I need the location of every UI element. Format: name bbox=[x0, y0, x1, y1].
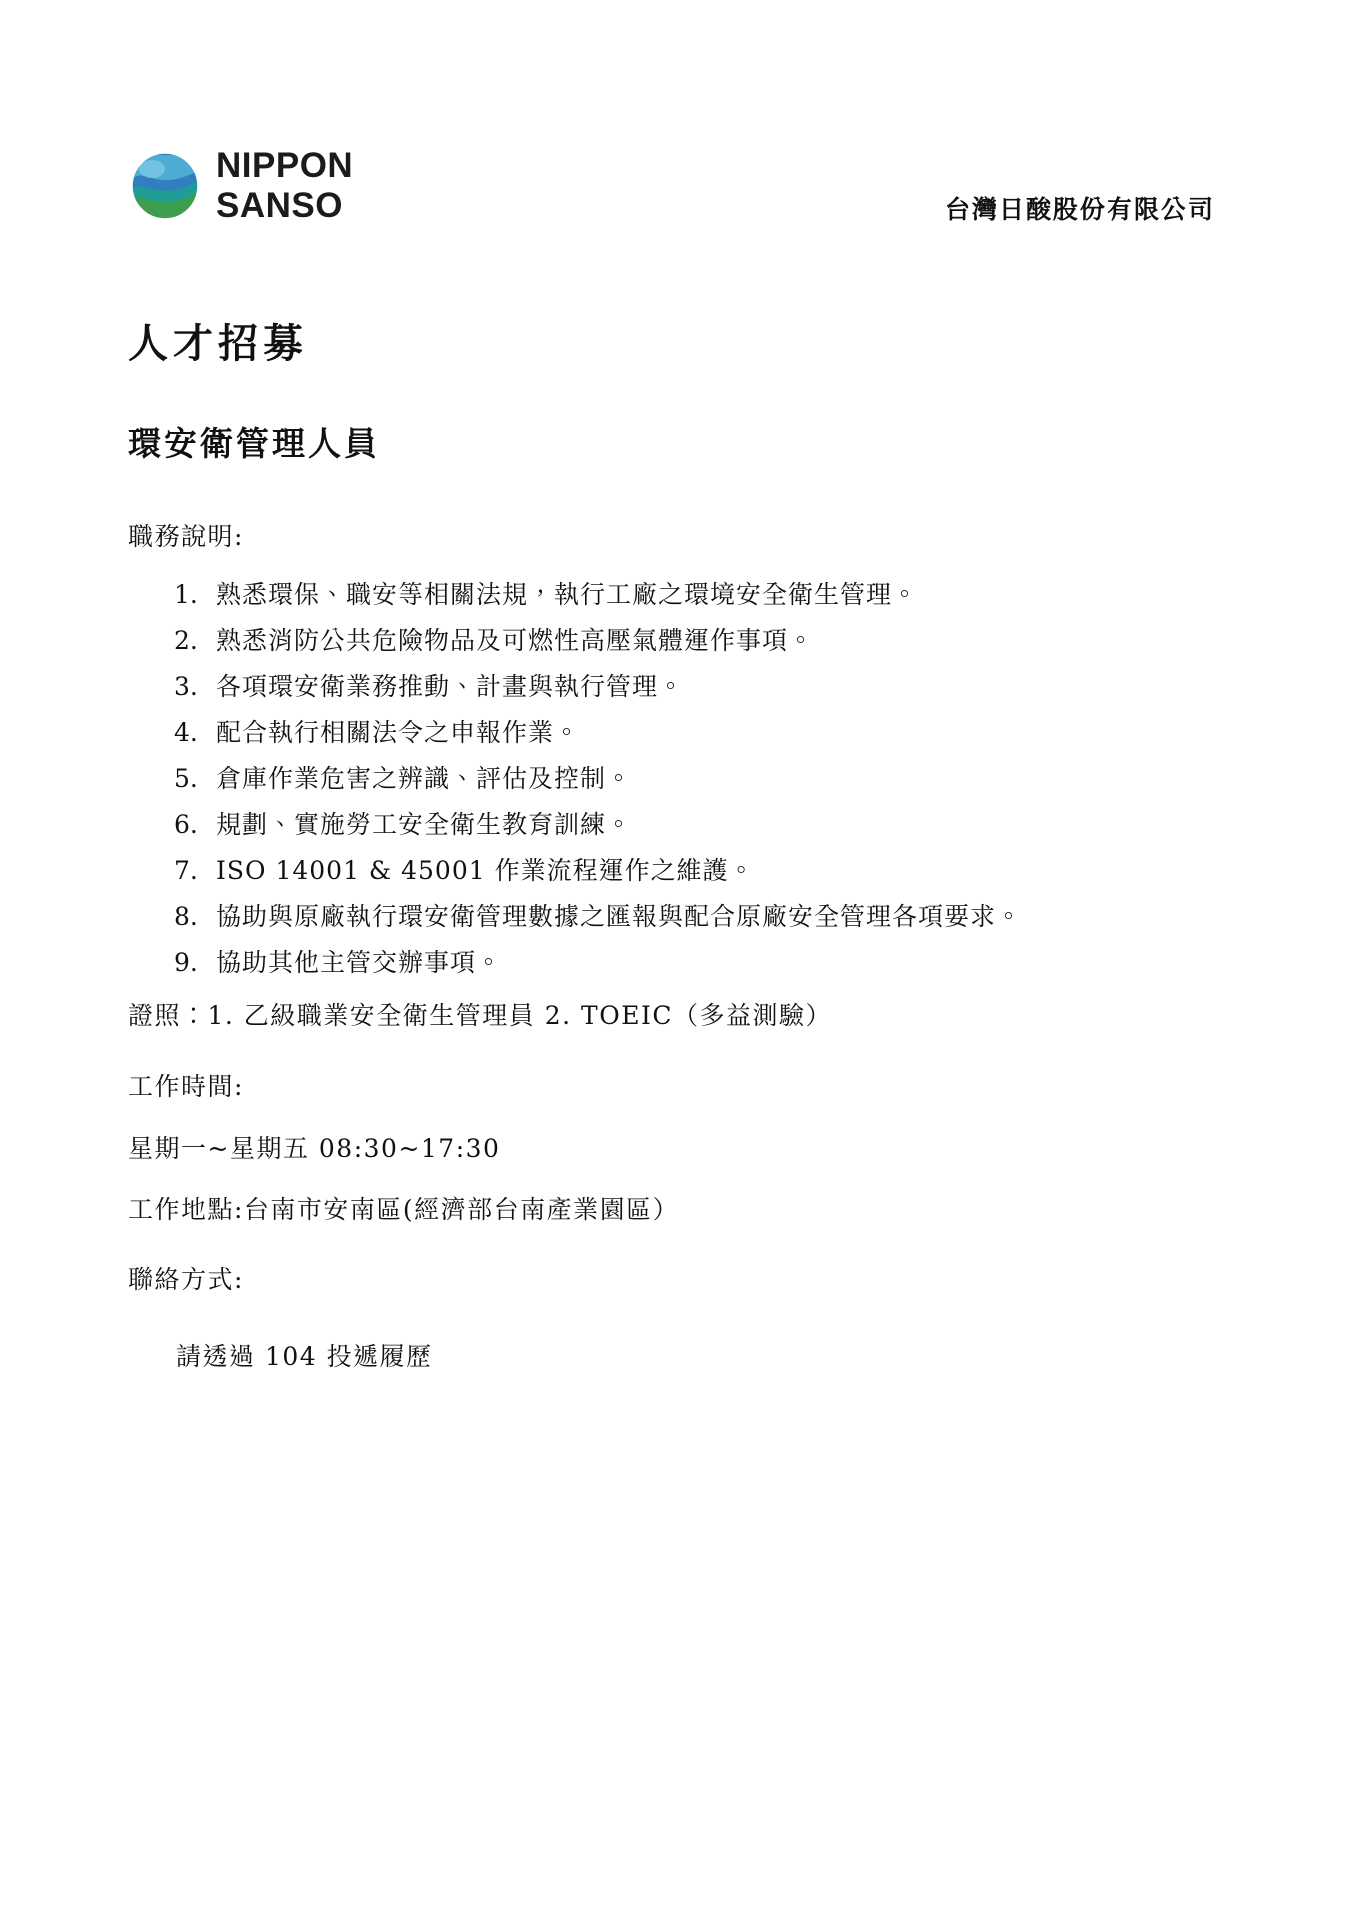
list-item-number: 2. bbox=[174, 625, 198, 655]
list-item-text: 熟悉環保、職安等相關法規，執行工廠之環境安全衛生管理。 bbox=[216, 579, 919, 609]
list-item bbox=[174, 809, 1228, 839]
list-item-text: 協助其他主管交辦事項。 bbox=[216, 947, 503, 977]
list-item-text: 倉庫作業危害之辨識、評估及控制。 bbox=[216, 763, 633, 793]
certificate-line: 證照：1. 乙級職業安全衛生管理員 2. TOEIC（多益測驗） bbox=[128, 1000, 832, 1030]
list-item-number: 1. bbox=[174, 579, 198, 609]
list-item-number: 4. bbox=[174, 717, 198, 747]
list-item-text: 各項環安衛業務推動、計畫與執行管理。 bbox=[216, 671, 685, 701]
worktime-label: 工作時間: bbox=[128, 1072, 244, 1101]
logo-wordmark-line1: NIPPON bbox=[216, 146, 354, 185]
logo-wordmark bbox=[216, 148, 353, 223]
list-item bbox=[174, 625, 1228, 655]
list-item-number: 3. bbox=[174, 671, 198, 701]
list-item bbox=[174, 671, 1228, 701]
document-body bbox=[128, 518, 1228, 1376]
list-item-number: 5. bbox=[174, 763, 198, 793]
page-title: 人才招募 bbox=[128, 320, 308, 367]
list-item-number: 7. bbox=[174, 855, 198, 885]
job-position-title: 環安衛管理人員 bbox=[128, 424, 380, 463]
list-item bbox=[174, 763, 1228, 793]
list-item-text: 協助與原廠執行環安衛管理數據之匯報與配合原廠安全管理各項要求。 bbox=[216, 901, 1023, 931]
list-item bbox=[174, 717, 1228, 747]
contact-value: 請透過 104 投遞履歷 bbox=[176, 1342, 433, 1371]
list-item bbox=[174, 855, 1228, 885]
document-header bbox=[128, 148, 1229, 238]
list-item bbox=[174, 579, 1228, 609]
list-item-number: 6. bbox=[174, 809, 198, 839]
list-item bbox=[174, 947, 1228, 977]
list-item-text: 熟悉消防公共危險物品及可燃性高壓氣體運作事項。 bbox=[216, 625, 815, 655]
list-item-text: ISO 14001 & 45001 作業流程運作之維護。 bbox=[216, 855, 755, 885]
list-item-number: 9. bbox=[174, 947, 198, 977]
duties-list bbox=[128, 579, 1228, 977]
worktime-value: 星期一~星期五 08:30~17:30 bbox=[128, 1133, 501, 1163]
duties-label: 職務說明: bbox=[128, 522, 244, 551]
contact-label: 聯絡方式: bbox=[128, 1264, 244, 1294]
logo-wordmark-line2: SANSO bbox=[216, 186, 343, 225]
company-name: 台灣日酸股份有限公司 bbox=[944, 195, 1215, 224]
list-item-number: 8. bbox=[174, 901, 198, 931]
company-logo bbox=[128, 148, 353, 223]
list-item-text: 規劃、實施勞工安全衛生教育訓練。 bbox=[216, 809, 633, 839]
list-item-text: 配合執行相關法令之申報作業。 bbox=[216, 717, 581, 747]
list-item bbox=[174, 901, 1228, 931]
location-line: 工作地點:台南市安南區(經濟部台南產業園區） bbox=[128, 1195, 680, 1224]
nippon-sanso-globe-logo-icon bbox=[128, 149, 202, 223]
